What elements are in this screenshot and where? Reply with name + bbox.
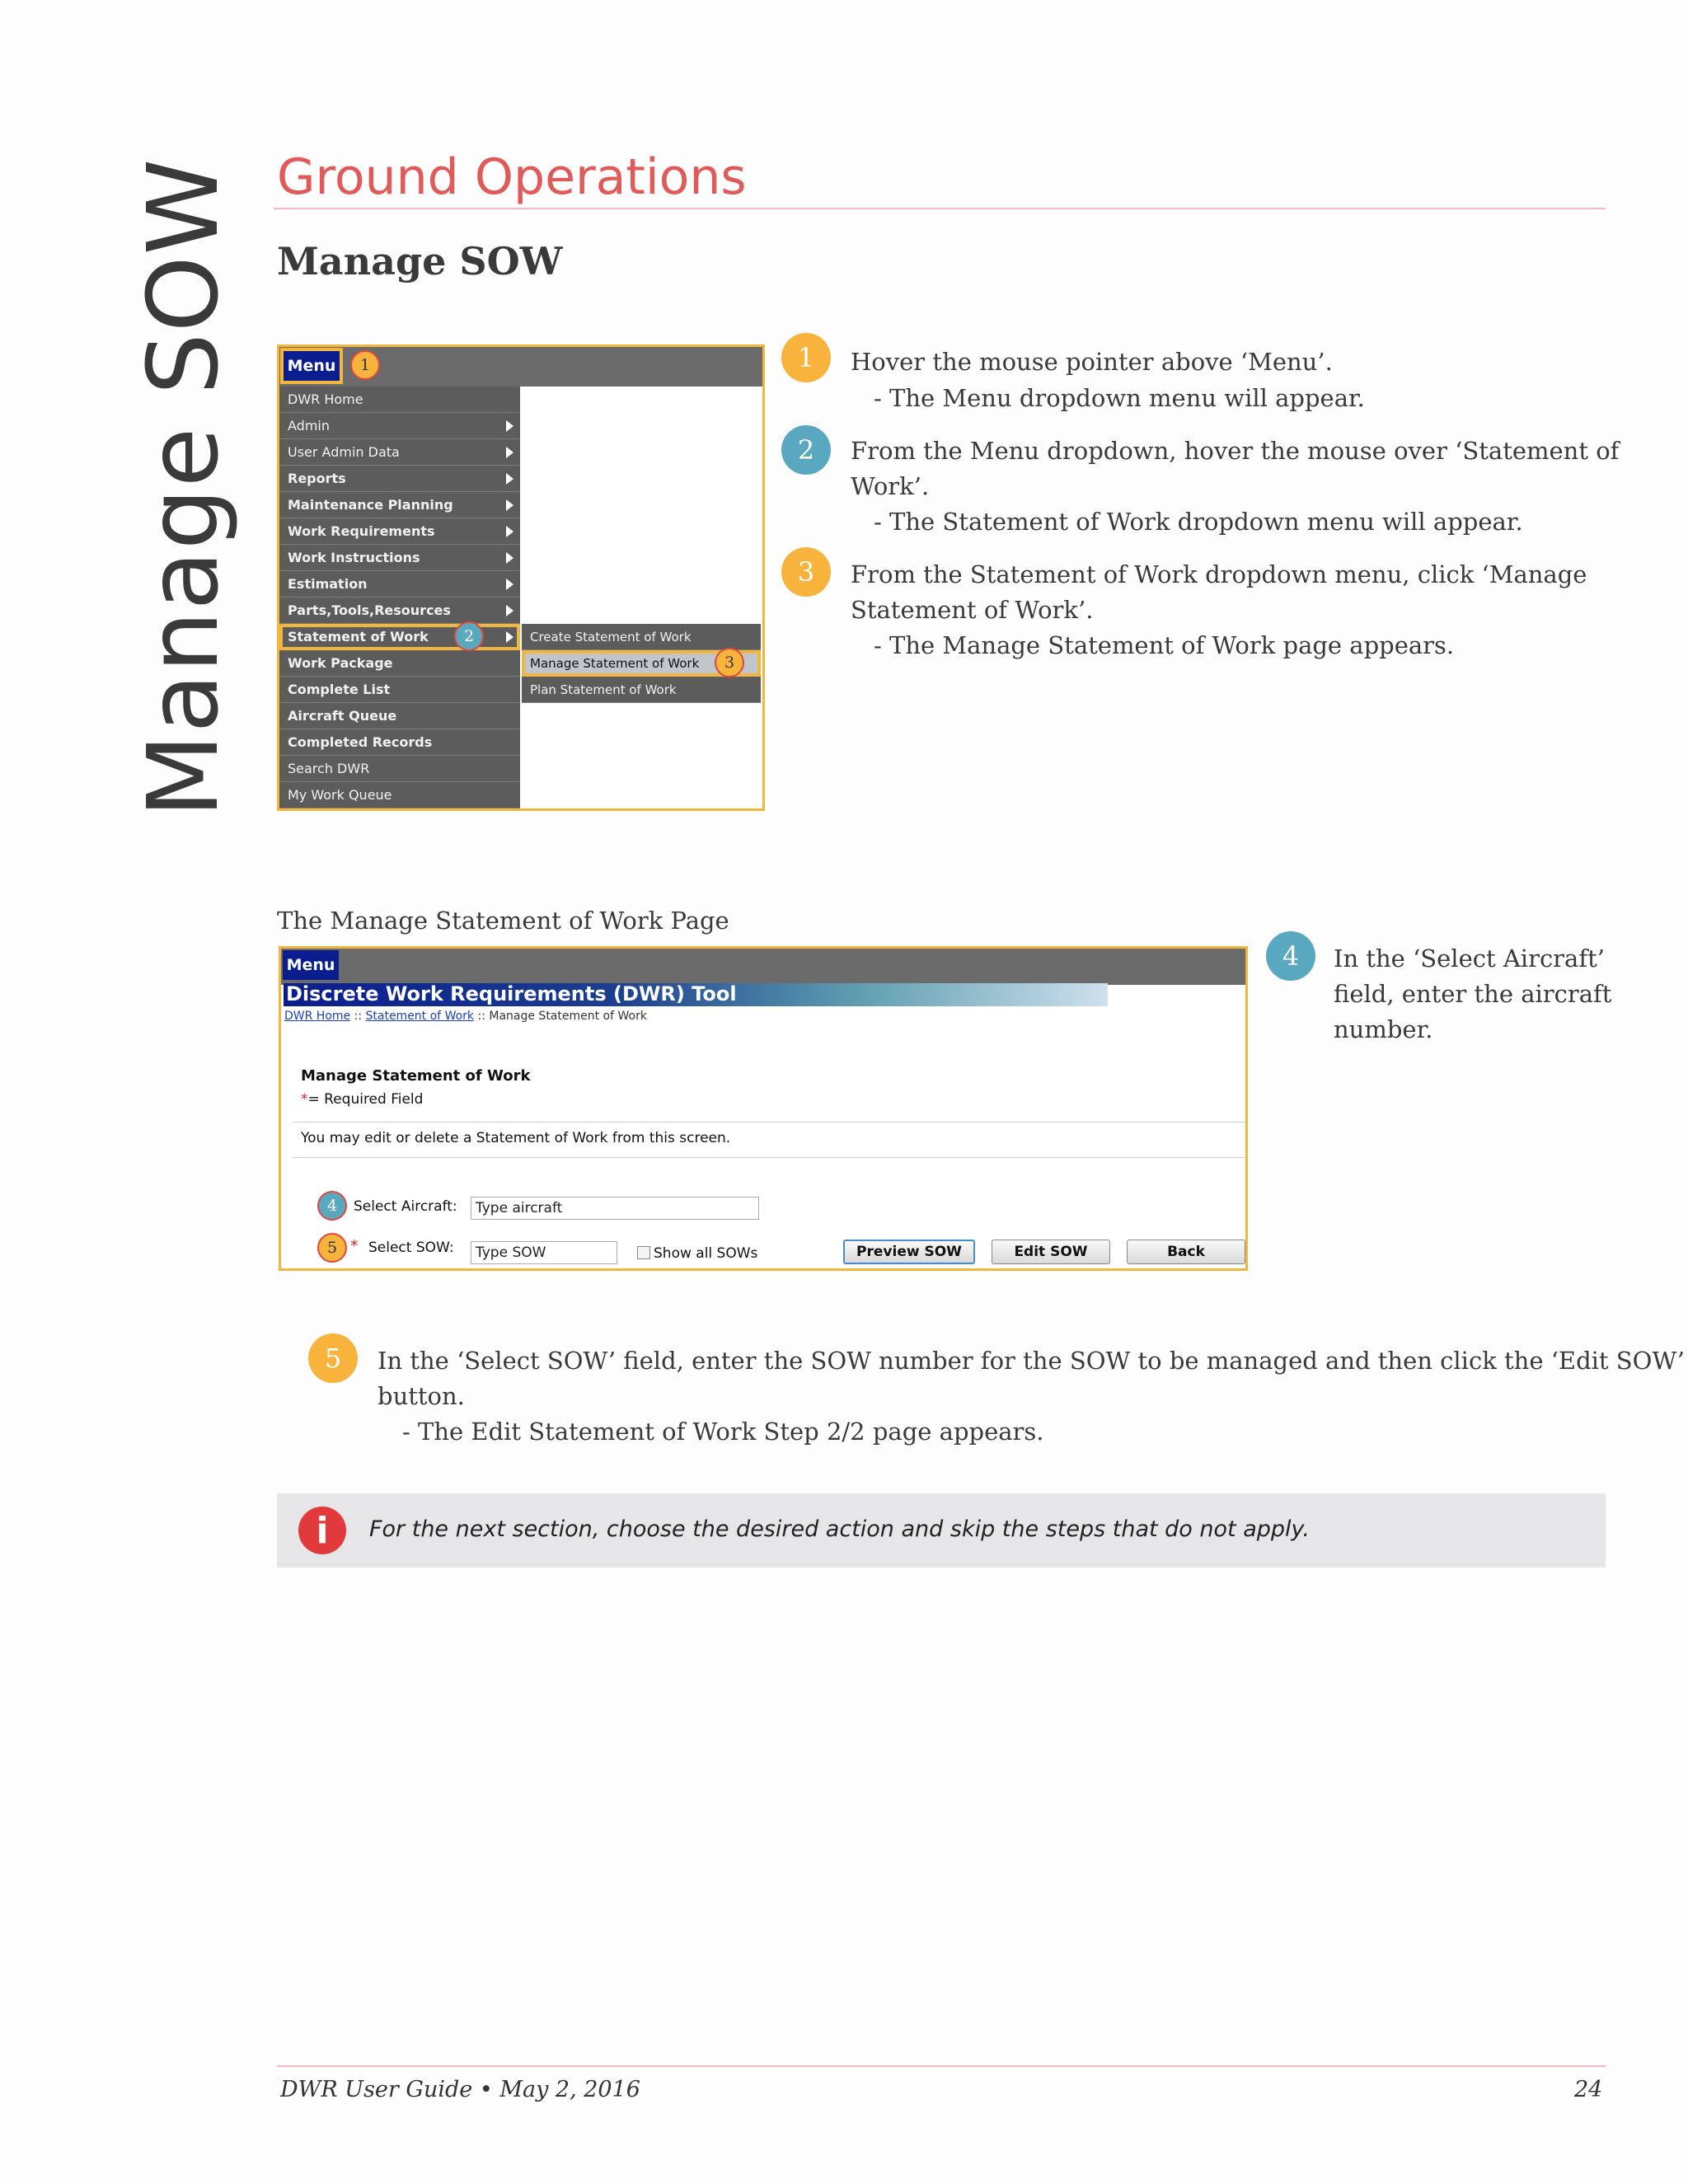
menu-item[interactable] bbox=[279, 624, 520, 650]
marker-4: 4 bbox=[317, 1191, 347, 1221]
instruction-text: You may edit or delete a Statement of Work from this screen. bbox=[301, 1130, 731, 1146]
show-all-label: Show all SOWs bbox=[654, 1245, 758, 1262]
menu-item-label: Parts,Tools,Resources bbox=[288, 602, 451, 618]
side-tab bbox=[126, 157, 240, 818]
step-2-badge: 2 bbox=[781, 425, 831, 475]
step-2-sub: - The Statement of Work dropdown menu will appear. bbox=[874, 508, 1523, 536]
menu-item[interactable] bbox=[279, 571, 520, 598]
side-tab-label: Manage SOW bbox=[126, 157, 240, 818]
show-all-checkbox[interactable] bbox=[637, 1246, 650, 1259]
page-heading: Manage SOW bbox=[277, 239, 563, 284]
menu-item-label: Aircraft Queue bbox=[288, 708, 397, 724]
sow-required-star: * bbox=[350, 1237, 359, 1255]
breadcrumb-home-link[interactable]: DWR Home bbox=[284, 1010, 351, 1023]
menu-item[interactable] bbox=[279, 729, 520, 756]
menu-item[interactable] bbox=[279, 387, 520, 413]
screenshot-caption: The Manage Statement of Work Page bbox=[277, 907, 729, 935]
step-4-text bbox=[1334, 941, 1611, 1047]
submenu-arrow-icon bbox=[506, 447, 513, 458]
preview-sow-button[interactable]: Preview SOW bbox=[843, 1240, 975, 1264]
marker-3: 3 bbox=[715, 648, 744, 677]
breadcrumb-sow-link[interactable]: Statement of Work bbox=[365, 1010, 475, 1023]
menu-item-label: Complete List bbox=[288, 682, 391, 697]
submenu-arrow-icon bbox=[506, 579, 513, 590]
menu-item[interactable] bbox=[279, 545, 520, 571]
footer-doc-title: DWR User Guide • May 2, 2016 bbox=[280, 2077, 640, 2102]
step-5-line-2: button. bbox=[377, 1382, 465, 1410]
step-3-line-1: From the Statement of Work dropdown menu, click ‘Manage bbox=[851, 560, 1587, 588]
menu-item-label: Statement of Work bbox=[288, 629, 429, 644]
submenu-arrow-icon bbox=[506, 526, 513, 537]
step-2-text bbox=[851, 434, 1619, 504]
step-2-line-1: From the Menu dropdown, hover the mouse over ‘Statement of bbox=[851, 437, 1620, 465]
step-1-text: Hover the mouse pointer above ‘Menu’. bbox=[851, 348, 1333, 376]
breadcrumb-current: Manage Statement of Work bbox=[489, 1010, 647, 1023]
step-5-badge: 5 bbox=[308, 1333, 358, 1383]
menu-item-label: Estimation bbox=[288, 576, 368, 592]
step-5-sub: - The Edit Statement of Work Step 2/2 page appears. bbox=[402, 1418, 1044, 1446]
menu-item-label: Completed Records bbox=[288, 734, 433, 750]
submenu-item-label: Create Statement of Work bbox=[530, 629, 692, 644]
menu-item[interactable] bbox=[279, 598, 520, 624]
breadcrumb-sep: :: bbox=[474, 1010, 490, 1023]
required-star: * bbox=[301, 1091, 308, 1108]
step-3-text bbox=[851, 557, 1587, 628]
menu-item-label: Admin bbox=[288, 418, 330, 434]
info-note-text: For the next section, choose the desired action and skip the steps that do not apply. bbox=[369, 1516, 1310, 1542]
main-dropdown bbox=[279, 387, 520, 808]
form-heading: Manage Statement of Work bbox=[301, 1067, 531, 1085]
submenu-item[interactable] bbox=[522, 624, 761, 650]
marker-5: 5 bbox=[317, 1233, 347, 1263]
submenu-arrow-icon bbox=[506, 499, 513, 511]
menu-item[interactable] bbox=[279, 492, 520, 518]
aircraft-label: Select Aircraft: bbox=[354, 1198, 457, 1215]
menu-item-label: Reports bbox=[288, 471, 346, 486]
info-icon: i bbox=[298, 1507, 346, 1554]
menu-bar-2 bbox=[281, 949, 1248, 985]
submenu-item[interactable] bbox=[522, 677, 761, 703]
menu-item[interactable] bbox=[279, 466, 520, 492]
step-1-sub: - The Menu dropdown menu will appear. bbox=[874, 384, 1365, 412]
submenu-arrow-icon bbox=[506, 605, 513, 616]
menu-button[interactable]: Menu bbox=[280, 348, 343, 384]
manage-sow-screenshot bbox=[279, 946, 1248, 1271]
marker-2: 2 bbox=[454, 621, 484, 651]
aircraft-input[interactable]: Type aircraft bbox=[471, 1197, 759, 1220]
footer-divider bbox=[277, 2065, 1606, 2067]
submenu-item-label: Plan Statement of Work bbox=[530, 682, 677, 697]
marker-1: 1 bbox=[350, 350, 380, 380]
step-3-sub: - The Manage Statement of Work page appears. bbox=[874, 631, 1455, 659]
menu-item[interactable] bbox=[279, 439, 520, 466]
step-5-text bbox=[377, 1343, 1685, 1414]
menu-item-label: Work Requirements bbox=[288, 523, 435, 539]
submenu-arrow-icon bbox=[506, 552, 513, 564]
step-4-badge: 4 bbox=[1266, 931, 1315, 981]
submenu-arrow-icon bbox=[506, 473, 513, 485]
menu-item-label: Maintenance Planning bbox=[288, 497, 453, 513]
section-title: Ground Operations bbox=[277, 148, 747, 206]
step-2-line-2: Work’. bbox=[851, 472, 930, 500]
step-5-line-1: In the ‘Select SOW’ field, enter the SOW number for the SOW to be managed and then click the ‘Edit SOW’ bbox=[377, 1347, 1686, 1375]
menu-item-label: My Work Queue bbox=[288, 787, 392, 803]
dwr-banner-title: Discrete Work Requirements (DWR) Tool bbox=[286, 982, 737, 1005]
menu-screenshot bbox=[277, 344, 765, 811]
menu-item[interactable] bbox=[279, 756, 520, 782]
breadcrumb-sep: :: bbox=[350, 1010, 366, 1023]
step-4-line-3: number. bbox=[1334, 1015, 1433, 1043]
menu-item[interactable] bbox=[279, 650, 520, 677]
info-note bbox=[277, 1493, 1606, 1568]
dwr-banner bbox=[284, 983, 1108, 1006]
step-4-line-1: In the ‘Select Aircraft’ bbox=[1334, 944, 1605, 972]
menu-item[interactable] bbox=[279, 677, 520, 703]
menu-item[interactable] bbox=[279, 782, 520, 808]
step-3-line-2: Statement of Work’. bbox=[851, 596, 1094, 624]
menu-button-2[interactable]: Menu bbox=[283, 950, 339, 980]
title-divider bbox=[274, 208, 1606, 209]
sow-label: Select SOW: bbox=[368, 1240, 454, 1256]
submenu-arrow-icon bbox=[506, 631, 513, 643]
menu-item-label: Work Package bbox=[288, 655, 393, 671]
sow-input[interactable]: Type SOW bbox=[471, 1241, 617, 1264]
submenu-item-label: Manage Statement of Work bbox=[530, 655, 700, 671]
edit-sow-button[interactable]: Edit SOW bbox=[992, 1240, 1110, 1264]
menu-item-label: Search DWR bbox=[288, 761, 370, 776]
menu-item[interactable] bbox=[279, 703, 520, 729]
menu-item-label: DWR Home bbox=[288, 391, 363, 407]
menu-item[interactable] bbox=[279, 413, 520, 439]
required-note bbox=[301, 1091, 423, 1108]
breadcrumb bbox=[284, 1010, 647, 1023]
menu-item-label: User Admin Data bbox=[288, 444, 400, 460]
menu-item-label: Work Instructions bbox=[288, 550, 420, 565]
step-4-line-2: field, enter the aircraft bbox=[1334, 980, 1612, 1008]
menu-item[interactable] bbox=[279, 518, 520, 545]
back-button[interactable]: Back bbox=[1127, 1240, 1245, 1264]
step-1-badge: 1 bbox=[781, 333, 831, 382]
required-text: = Required Field bbox=[307, 1091, 424, 1108]
footer-page-number: 24 bbox=[1574, 2077, 1603, 2102]
step-3-badge: 3 bbox=[781, 547, 831, 597]
submenu-arrow-icon bbox=[506, 420, 513, 432]
